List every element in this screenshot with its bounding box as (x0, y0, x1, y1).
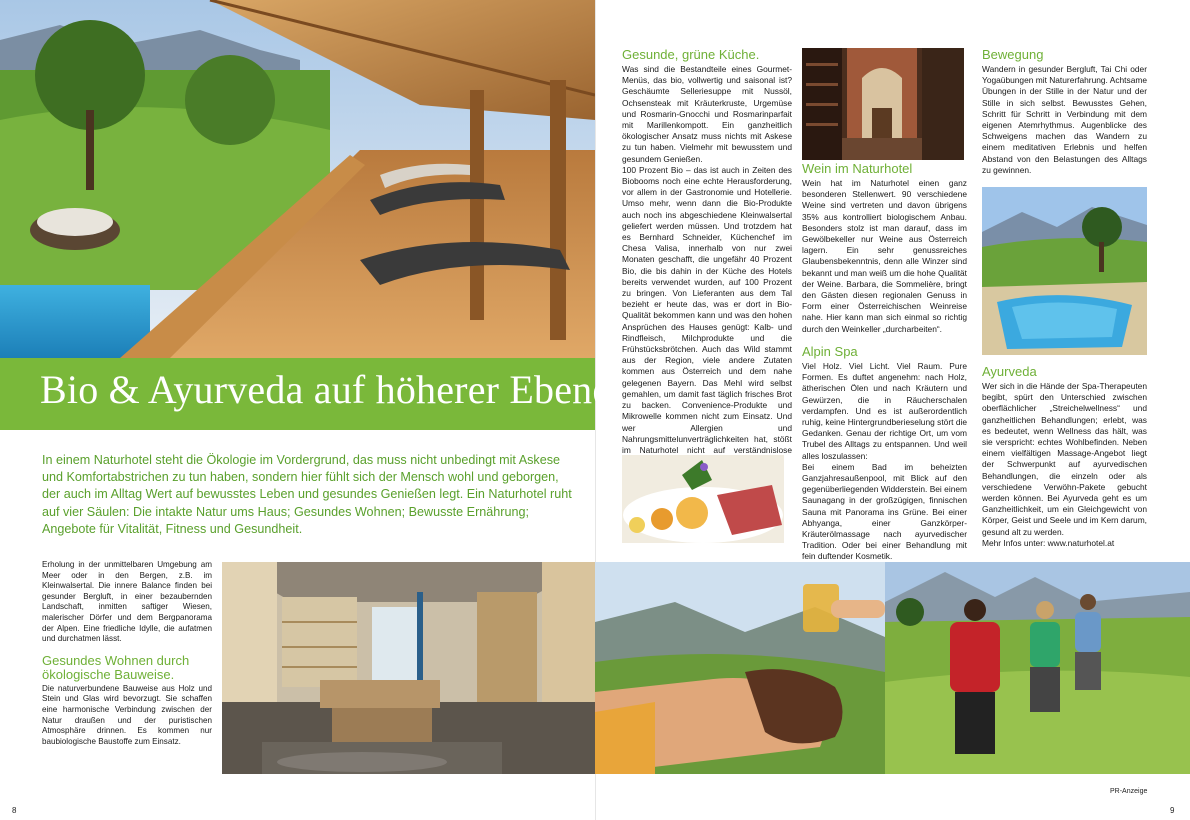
heading-gesundes-wohnen: Gesundes Wohnen durch ökologische Bauweise. (42, 652, 190, 682)
movement-column (982, 48, 1147, 176)
kitchen-body-2: 100 Prozent Bio – das ist auch in Zeiten des Biobooms noch eine echte Herausforderung, vor allem in der Gastronomie und Hotellerie. Umso mehr, wenn dann die Bio-Produkte auch noch ins abgeschiedene Kleinwalsertal geliefert werden müssen. Und trotzdem hat es Bernhard Schneider, Küchenchef im Chesa Valisa, innerhalb von nur zwei Monaten geschafft, die ungefähr 40 Prozent Bio, die bis dahin in der Küche des Hotels bereits verwendet wurden, auf 100 Prozent zu bringen. Von Lieferanten aus dem Tal bezieht er heute das, was er dort in Bio-Qualität bekommen kann und was den hohen Ansprüchen des Hauses genügt: Kalb- und Rindfleisch, Milchprodukte und die Frühstücksbrötchen. Auch das Wild stammt aus der Region, viele andere Zutaten kommen aus Österreich und dem nahe gelegenen Bayern. Das Mehl wird selbst gemahlen, um damit fast täglich frisches Brot zu backen. Convenience-Produkte und Mikrowelle kommen nicht zum Einsatz. Und wer Allergien und Nahrungsmittelunverträglichkeiten hat, stößt im Naturhotel nicht auf verständnislose (622, 164, 792, 455)
wine-body: Wein hat im Naturhotel einen ganz besonderen Stellenwert. 90 verschiedene Weine sind vertreten und davon übrigens 35% aus kontrolliert biologischem Anbau. Besonders stolz ist man darauf, dass im Gewölbekeller nur Weine aus Österreich lagern. Ein sehr genussreiches Glaubensbekenntnis, denn alle Winzer sind bekannt und man weiß um die hohe Qualität der Weine. Barbara, die Sommelière, bringt den Gästen diesen regionalen Genuss in Form einer Österreichischen Weinreise nahe. Hier kann man sich einmal so richtig durch den Weinkeller „durcharbeiten“. (802, 178, 967, 334)
heading-ayurveda: Ayurveda (982, 364, 1037, 379)
photo-woman-drinking (595, 562, 885, 774)
photo-spa-interior (222, 562, 595, 774)
ayurveda-column (982, 365, 1147, 549)
spa-column (802, 345, 967, 563)
wine-column (802, 162, 967, 335)
spa-body-2: Bei einem Bad im beheizten Ganzjahresaußenpool, mit Blick auf den gegenüberliegenden Widderstein. Bei einem Saunagang in der großzügigen, finnischen Sauna mit Panorama ins Grüne. Bei einer Abhyanga, einer Ganzkörper-Kräuterölmassage nach ayurvedischer Tradition. Oder bei einer Behandlung mit fein duftender Kosmetik. (802, 461, 967, 562)
left-body: Die naturverbundene Bauweise aus Holz und Stein und Glas wird bevorzugt. Sie schaffen eine harmonische Verbindung zwischen der Natur draußen und der puristischen Atmosphäre drinnen. Es kommen nur baubiologische Baustoffe zum Einsatz. (42, 683, 212, 746)
headline-band (0, 358, 611, 430)
photo-tai-chi-meadow (885, 562, 1190, 774)
heading-kitchen: Gesunde, grüne Küche. (622, 47, 760, 62)
more-info-link[interactable]: Mehr Infos unter: www.naturhotel.at (982, 537, 1115, 548)
left-column (42, 560, 212, 747)
kitchen-body: Was sind die Bestandteile eines Gourmet-Menüs, das bio, vollwertig und saisonal ist? Geschäumte Selleriesuppe mit Nussöl, Ochsensteak mit Kräuterkruste, Urgemüse und Rosmarin-Gnocchi und Rosmarinparfait mit Marillenkompott. Ein ganzheitlich ökologischer Ansatz muss nichts mit Askese zu tun haben. Vielmehr mit bewusstem und gesundem Genießen. (622, 64, 792, 164)
photo-outdoor-pool (982, 187, 1147, 355)
pr-advertisement-label: PR-Anzeige (1110, 788, 1148, 795)
left-paragraph: Erholung in der unmittelbaren Umgebung am Meer oder in den Bergen, z.B. im Kleinwalsertal. Die innere Balance finden bei gesunder Bergluft, in einer bezaubernden Landschaft, inmitten saftiger Wiesen, malerischer Dörfer und dem Bergpanorama der Alpen. Eine friedliche Idylle, die aufatmen und durchatmen lässt. (42, 560, 212, 644)
movement-body: Wandern in gesunder Bergluft, Tai Chi oder Yogaübungen mit Naturerfahrung. Achtsame Übungen in der Stille in der Natur und der Stille in sich selbst. Bewusstes Gehen, Schritt für Schritt in Verbindung mit dem eigenen Atemrhythmus. Augenblicke des Schweigens machen das Wandern zu einem meditativen Erlebnis und helfen Abstand von den Belastungen des Alltags zu gewinnen. (982, 64, 1147, 175)
ayurveda-body: Wer sich in die Hände der Spa-Therapeuten begibt, spürt den Unterschied zwischen oberflächlicher „Streichelwellness“ und ganzheitlichen Behandlungen; erlebt, was es bedeutet, wenn Wellness das hält, was sie verspricht: echtes Wohlbefinden. Neben einem vielfältigen Massage-Angebot liegt der Schwerpunkt auf ayurvedischen Behandlungen, die einzeln oder als verschiedene Verwöhn-Pakete gebucht werden können. Bei Ayurveda geht es um Ganzheitlichkeit, um ein Gleichgewicht von Körper, Geist und Seele und im Kern darum, gesund alt zu werden. (982, 381, 1147, 537)
kitchen-column (622, 48, 792, 467)
page-number-left: 8 (12, 806, 17, 815)
intro-paragraph: In einem Naturhotel steht die Ökologie im Vordergrund, das muss nicht unbedingt mit Askese und Komfortabstrichen zu tun haben, sondern hier fühlt sich der Mensch wohl und geborgen, der auch im Alltag Wert auf bewusstes Leben und gesundes Genießen legt. Ein Naturhotel ruht auf vier Säulen: Die intakte Natur ums Haus; Gesundes Wohnen; Bewusste Ernährung; Angebote für Vitalität, Fitness und Gesundheit. (42, 453, 572, 536)
hero-photo-terrace (0, 0, 595, 358)
spa-body: Viel Holz. Viel Licht. Viel Raum. Pure Formen. Es duftet angenehm: nach Holz, ätherischen Ölen und nach Kräutern und Gewürzen, die in Räucherschalen verdampfen. Und es ist außerordentlich ruhig, keine Hintergrundberieselung stört die Gedanken. Genau der richtige Ort, um vom Trubel des Alltags zu entspannen. Und weil alles loszulassen: (802, 361, 967, 461)
heading-bewegung: Bewegung (982, 47, 1044, 62)
page-number-right: 9 (1170, 806, 1175, 815)
photo-gourmet-dish (622, 455, 784, 543)
heading-wine: Wein im Naturhotel (802, 161, 913, 176)
heading-alpin-spa: Alpin Spa (802, 344, 858, 359)
headline: Bio & Ayurveda auf höherer Ebene (40, 367, 611, 412)
photo-wine-cellar (802, 48, 964, 160)
